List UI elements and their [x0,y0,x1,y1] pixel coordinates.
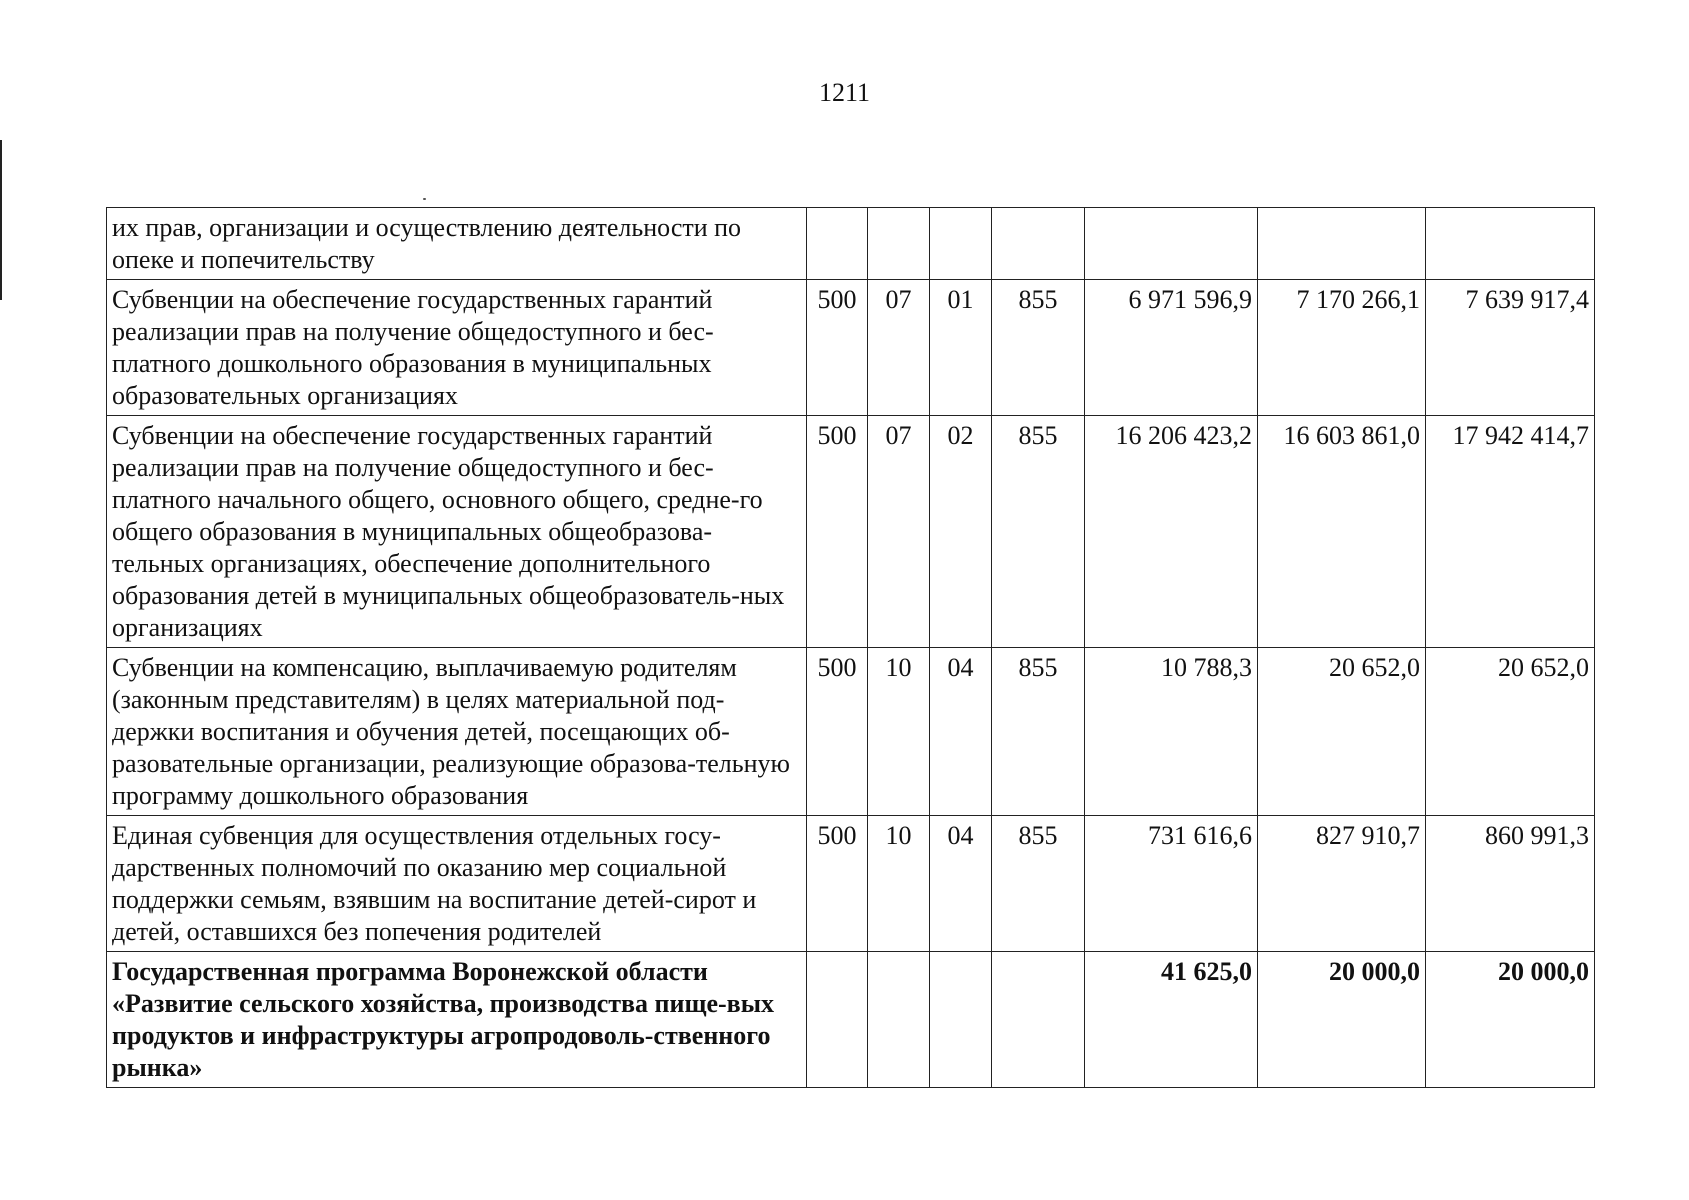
row-expense-type-cell: 855 [992,648,1085,816]
table-row [107,208,1595,280]
row-grbs-cell: 500 [807,648,868,816]
row-subsection-cell [930,208,992,280]
row-amount-3-cell: 20 652,0 [1426,648,1595,816]
row-amount-2-cell: 827 910,7 [1258,816,1426,952]
budget-table-body [107,208,1595,1088]
row-section-cell: 10 [868,816,930,952]
row-grbs-cell: 500 [807,280,868,416]
row-amount-2-cell: 7 170 266,1 [1258,280,1426,416]
row-name-cell: Субвенции на обеспечение государственных гарантий реализации прав на получение общедоступного и бес-платного дошкольного образования в муниципальных образовательных организациях [107,280,807,416]
row-expense-type-cell [992,952,1085,1088]
row-section-cell: 07 [868,280,930,416]
row-subsection-cell: 04 [930,816,992,952]
row-section-cell [868,952,930,1088]
row-amount-1-cell: 6 971 596,9 [1085,280,1258,416]
row-amount-2-cell [1258,208,1426,280]
row-amount-1-cell: 731 616,6 [1085,816,1258,952]
row-amount-3-cell: 860 991,3 [1426,816,1595,952]
table-row [107,416,1595,648]
row-section-cell: 10 [868,648,930,816]
scan-edge-line [0,140,2,300]
table-row [107,952,1595,1088]
row-grbs-cell: 500 [807,416,868,648]
row-amount-1-cell [1085,208,1258,280]
row-grbs-cell: 500 [807,816,868,952]
row-expense-type-cell: 855 [992,816,1085,952]
row-expense-type-cell: 855 [992,416,1085,648]
row-amount-1-cell: 16 206 423,2 [1085,416,1258,648]
page-number: 1211 [818,78,871,107]
table-row [107,648,1595,816]
row-amount-2-cell: 20 000,0 [1258,952,1426,1088]
row-grbs-cell [807,952,868,1088]
row-name-cell: Субвенции на обеспечение государственных гарантий реализации прав на получение общедоступного и бес-платного начального общего, основного общего, средне-го общего образования в муниципальных общеобразова-тельных организациях, обеспечение дополнительного образования детей в муниципальных общеобразователь-ных организациях [107,416,807,648]
row-name-cell: Единая субвенция для осуществления отдельных госу-дарственных полномочий по оказанию мер социальной поддержки семьям, взявшим на воспитание детей-сирот и детей, оставшихся без попечения родителей [107,816,807,952]
table-row [107,280,1595,416]
row-amount-3-cell: 20 000,0 [1426,952,1595,1088]
row-name-cell: Государственная программа Воронежской области «Развитие сельского хозяйства, производства пище-вых продуктов и инфраструктуры агропродоволь-ственного рынка» [107,952,807,1088]
table-row [107,816,1595,952]
row-section-cell: 07 [868,416,930,648]
row-amount-1-cell: 10 788,3 [1085,648,1258,816]
row-subsection-cell [930,952,992,1088]
row-amount-3-cell: 17 942 414,7 [1426,416,1595,648]
scan-speck [423,198,426,200]
row-section-cell [868,208,930,280]
row-expense-type-cell [992,208,1085,280]
row-amount-1-cell: 41 625,0 [1085,952,1258,1088]
row-name-cell: их прав, организации и осуществлению деятельности по опеке и попечительству [107,208,807,280]
row-subsection-cell: 01 [930,280,992,416]
row-amount-2-cell: 16 603 861,0 [1258,416,1426,648]
budget-table [106,207,1595,1088]
row-amount-3-cell: 7 639 917,4 [1426,280,1595,416]
row-amount-3-cell [1426,208,1595,280]
row-amount-2-cell: 20 652,0 [1258,648,1426,816]
row-expense-type-cell: 855 [992,280,1085,416]
row-grbs-cell [807,208,868,280]
row-name-cell: Субвенции на компенсацию, выплачиваемую родителям (законным представителям) в целях материальной под-держки воспитания и обучения детей, посещающих об-разовательные организации, реализующие образова-тельную программу дошкольного образования [107,648,807,816]
row-subsection-cell: 02 [930,416,992,648]
row-subsection-cell: 04 [930,648,992,816]
